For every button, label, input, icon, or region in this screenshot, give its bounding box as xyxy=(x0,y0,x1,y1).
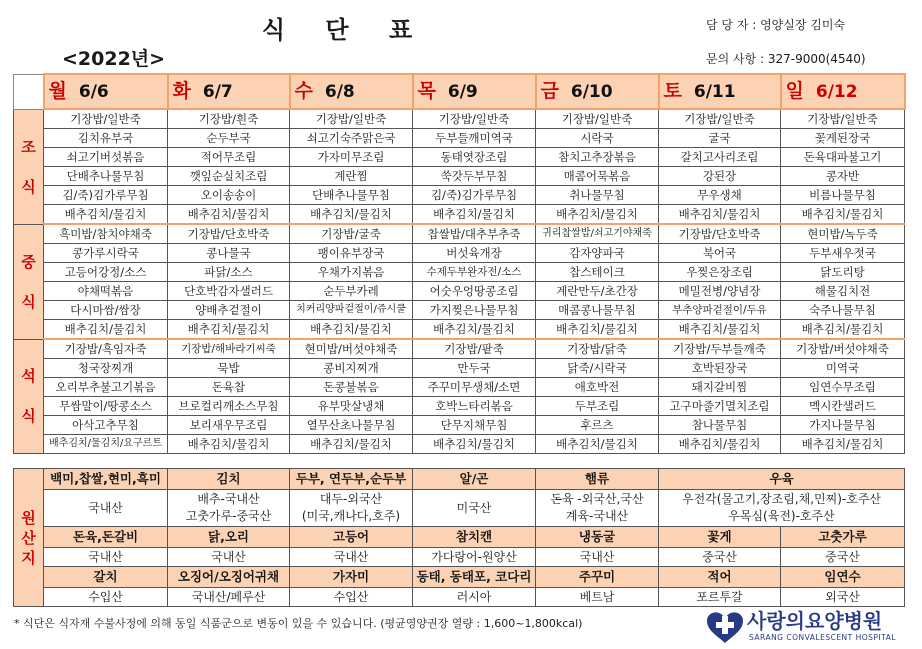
day-name: 화 xyxy=(172,79,191,102)
menu-cell: 기장밥/단호박죽 xyxy=(168,224,290,244)
menu-cell: 가지찢은나물무침 xyxy=(413,301,536,320)
menu-cell: 야채떡볶음 xyxy=(44,282,168,301)
origin-item: 햄류 xyxy=(536,469,659,490)
menu-cell: 돼지갈비찜 xyxy=(659,378,781,397)
menu-cell: 기장밥/일반죽 xyxy=(290,109,413,129)
menu-cell: 미역국 xyxy=(781,359,905,378)
origin-item: 고등어 xyxy=(290,527,413,548)
menu-cell: 배추김치/물김치 xyxy=(413,435,536,454)
origin-item: 적어 xyxy=(659,567,781,588)
origin-value: 포르투갈 xyxy=(659,588,781,607)
menu-cell: 갈치고사리조림 xyxy=(659,148,781,167)
menu-cell: 청국장찌개 xyxy=(44,359,168,378)
menu-cell: 참치고추장볶음 xyxy=(536,148,659,167)
menu-cell: 배추김치/물김치 xyxy=(168,205,290,225)
menu-cell: 파닭/소스 xyxy=(168,263,290,282)
day-date: 6/8 xyxy=(324,81,355,102)
menu-cell: 취나물무침 xyxy=(536,186,659,205)
menu-cell: 배추김치/물김치/요구르트 xyxy=(44,435,168,454)
menu-cell: 닭도리탕 xyxy=(781,263,905,282)
origin-value: 국내산 xyxy=(168,548,290,567)
menu-cell: 무쌈말이/땅콩소스 xyxy=(44,397,168,416)
menu-cell: 애호박전 xyxy=(536,378,659,397)
origin-item: 두부, 연두부,순두부 xyxy=(290,469,413,490)
hospital-name: 사랑의요양병원 xyxy=(747,609,883,633)
menu-cell: 배추김치/물김치 xyxy=(290,205,413,225)
day-name: 일 xyxy=(785,79,804,102)
menu-cell: 계란만두/초간장 xyxy=(536,282,659,301)
menu-cell: 단무지채무침 xyxy=(413,416,536,435)
menu-cell: 기장밥/버섯야채죽 xyxy=(781,339,905,359)
menu-cell: 배추김치/물김치 xyxy=(536,435,659,454)
menu-cell: 콩비지찌개 xyxy=(290,359,413,378)
menu-cell: 닭죽/시락국 xyxy=(536,359,659,378)
menu-cell: 기장밥/단호박죽 xyxy=(659,224,781,244)
menu-cell: 배추김치/물김치 xyxy=(659,320,781,340)
menu-cell: 수제두부완자전/소스 xyxy=(413,263,536,282)
day-header-cell xyxy=(659,74,781,109)
menu-cell: 치커리양파겉절이/쥬시쿨 xyxy=(290,301,413,320)
origin-value: 가다랑어-원양산 xyxy=(413,548,536,567)
menu-cell: 기장밥/해바라기씨죽 xyxy=(168,339,290,359)
menu-cell: 시락국 xyxy=(536,129,659,148)
day-header-cell xyxy=(536,74,659,109)
menu-cell: 강된장 xyxy=(659,167,781,186)
origin-item: 오징어/오징어귀채 xyxy=(168,567,290,588)
menu-cell: 돈육대파불고기 xyxy=(781,148,905,167)
origin-value: 국내산 xyxy=(44,490,168,527)
menu-cell: 기장밥/흰죽 xyxy=(168,109,290,129)
menu-cell: 콩자반 xyxy=(781,167,905,186)
menu-cell: 해물김치전 xyxy=(781,282,905,301)
footnote: * 식단은 식자재 수불사정에 의해 동일 식품군으로 변동이 있을 수 있습니다. (평균영양권장 열량 : 1,600~1,800kcal) xyxy=(14,617,583,630)
day-header-cell xyxy=(781,74,905,109)
menu-cell: 배추김치/물김치 xyxy=(536,205,659,225)
menu-cell: 단호박감자샐러드 xyxy=(168,282,290,301)
origin-row xyxy=(14,548,905,567)
menu-row xyxy=(14,320,905,340)
menu-cell: 숙주나물무침 xyxy=(781,301,905,320)
menu-cell: 꽃게된장국 xyxy=(781,129,905,148)
menu-row xyxy=(14,244,905,263)
menu-cell: 팽이유부장국 xyxy=(290,244,413,263)
origin-row xyxy=(14,490,905,527)
origin-row xyxy=(14,567,905,588)
menu-cell: 매콤콩나물무침 xyxy=(536,301,659,320)
origin-value: 러시아 xyxy=(413,588,536,607)
menu-cell: 오리부추불고기볶음 xyxy=(44,378,168,397)
menu-cell: 김/죽)김가루무침 xyxy=(413,186,536,205)
origin-value: 외국산 xyxy=(781,588,905,607)
menu-cell: 메밀전병/양념장 xyxy=(659,282,781,301)
day-header-cell xyxy=(44,74,168,109)
menu-cell: 적어무조림 xyxy=(168,148,290,167)
menu-cell: 매콤어묵볶음 xyxy=(536,167,659,186)
menu-cell: 콩가루시락국 xyxy=(44,244,168,263)
menu-cell: 배추김치/물김치 xyxy=(168,435,290,454)
day-name: 금 xyxy=(540,79,559,102)
day-date: 6/11 xyxy=(693,81,736,102)
menu-cell: 버섯육개장 xyxy=(413,244,536,263)
menu-row xyxy=(14,359,905,378)
origin-value: 대두-외국산 (미국,캐나다,호주) xyxy=(290,490,413,527)
menu-row xyxy=(14,109,905,129)
menu-cell: 두부조림 xyxy=(536,397,659,416)
menu-row xyxy=(14,263,905,282)
origin-value: 미국산 xyxy=(413,490,536,527)
menu-cell: 김/죽)김가루무침 xyxy=(44,186,168,205)
origin-value: 국내산 xyxy=(44,548,168,567)
menu-cell: 쇠고기숙주맑은국 xyxy=(290,129,413,148)
menu-cell: 비름나물무침 xyxy=(781,186,905,205)
menu-cell: 김치유부국 xyxy=(44,129,168,148)
menu-cell: 기장밥/일반죽 xyxy=(44,109,168,129)
origin-value: 중국산 xyxy=(781,548,905,567)
origin-item: 가자미 xyxy=(290,567,413,588)
menu-row xyxy=(14,416,905,435)
menu-cell: 기장밥/흑임자죽 xyxy=(44,339,168,359)
origin-item: 닭,오리 xyxy=(168,527,290,548)
contact-info: 문의 사항 : 327-9000(4540) xyxy=(706,52,866,66)
origin-item: 돈육,돈갈비 xyxy=(44,527,168,548)
menu-cell: 기장밥/두부들깨죽 xyxy=(659,339,781,359)
menu-table xyxy=(13,73,906,454)
origin-value: 국내산/페루산 xyxy=(168,588,290,607)
meal-label-lunch: 중 식 xyxy=(14,224,44,339)
menu-cell: 가자미무조림 xyxy=(290,148,413,167)
menu-cell: 다시마쌈/쌈장 xyxy=(44,301,168,320)
meal-label-breakfast: 조 식 xyxy=(14,109,44,224)
day-date: 6/12 xyxy=(815,81,858,102)
menu-cell: 현미밥/녹두죽 xyxy=(781,224,905,244)
origin-item: 임연수 xyxy=(781,567,905,588)
menu-cell: 배추김치/물김치 xyxy=(413,205,536,225)
menu-cell: 두부새우젓국 xyxy=(781,244,905,263)
day-date: 6/9 xyxy=(447,81,478,102)
day-header-cell xyxy=(168,74,290,109)
menu-cell: 쇠고기버섯볶음 xyxy=(44,148,168,167)
menu-cell: 배추김치/물김치 xyxy=(168,320,290,340)
menu-cell: 굴국 xyxy=(659,129,781,148)
menu-cell: 기장밥/닭죽 xyxy=(536,339,659,359)
origin-value: 국내산 xyxy=(290,548,413,567)
menu-cell: 배추김치/물김치 xyxy=(659,205,781,225)
menu-cell: 기장밥/팥죽 xyxy=(413,339,536,359)
menu-cell: 순두부카레 xyxy=(290,282,413,301)
menu-cell: 콩나물국 xyxy=(168,244,290,263)
menu-cell: 찹쌀밥/대추부추죽 xyxy=(413,224,536,244)
menu-row xyxy=(14,378,905,397)
menu-cell: 우찢은장조림 xyxy=(659,263,781,282)
menu-cell: 만두국 xyxy=(413,359,536,378)
origin-value: 중국산 xyxy=(659,548,781,567)
menu-cell: 돈콩불볶음 xyxy=(290,378,413,397)
menu-cell: 찹스테이크 xyxy=(536,263,659,282)
menu-cell: 기장밥/일반죽 xyxy=(659,109,781,129)
menu-cell: 기장밥/굴죽 xyxy=(290,224,413,244)
day-header-row xyxy=(14,74,905,109)
menu-cell: 후르츠 xyxy=(536,416,659,435)
menu-row xyxy=(14,282,905,301)
manager-info: 담 당 자 : 영양실장 김미숙 xyxy=(706,18,846,32)
menu-cell: 배추김치/물김치 xyxy=(290,435,413,454)
menu-cell: 열무산초나물무침 xyxy=(290,416,413,435)
origin-value: 수입산 xyxy=(44,588,168,607)
menu-cell: 단배추나물무침 xyxy=(44,167,168,186)
menu-cell: 부추양파겉절이/두유 xyxy=(659,301,781,320)
menu-row xyxy=(14,435,905,454)
menu-cell: 우채가지볶음 xyxy=(290,263,413,282)
menu-row xyxy=(14,148,905,167)
origin-row xyxy=(14,469,905,490)
menu-cell: 참나물무침 xyxy=(659,416,781,435)
menu-cell: 돈육찹 xyxy=(168,378,290,397)
page-title: 식 단 표 xyxy=(261,16,429,44)
menu-cell: 유부맛살냉채 xyxy=(290,397,413,416)
menu-cell: 브로컬리깨소스무침 xyxy=(168,397,290,416)
origin-item: 주꾸미 xyxy=(536,567,659,588)
day-date: 6/10 xyxy=(570,81,613,102)
origin-item: 백미,찹쌀,현미,흑미 xyxy=(44,469,168,490)
menu-cell: 감자양파국 xyxy=(536,244,659,263)
menu-cell: 두부들깨미역국 xyxy=(413,129,536,148)
menu-cell: 쑥갓두부무침 xyxy=(413,167,536,186)
menu-cell: 순두부국 xyxy=(168,129,290,148)
menu-cell: 고구마줄기멸치조림 xyxy=(659,397,781,416)
menu-row xyxy=(14,301,905,320)
menu-cell: 배추김치/물김치 xyxy=(781,435,905,454)
menu-cell: 무우생채 xyxy=(659,186,781,205)
day-name: 토 xyxy=(663,79,682,102)
day-name: 목 xyxy=(417,79,436,102)
day-name: 수 xyxy=(294,79,313,102)
day-date: 6/7 xyxy=(202,81,233,102)
menu-cell: 호박느타리볶음 xyxy=(413,397,536,416)
origin-item: 참치캔 xyxy=(413,527,536,548)
origin-value: 국내산 xyxy=(536,548,659,567)
menu-cell: 배추김치/물김치 xyxy=(781,205,905,225)
menu-row xyxy=(14,224,905,244)
menu-cell: 고등어강정/소스 xyxy=(44,263,168,282)
menu-cell: 배추김치/물김치 xyxy=(659,435,781,454)
menu-cell: 어숫우엉땅콩조림 xyxy=(413,282,536,301)
origin-item: 알/곤 xyxy=(413,469,536,490)
menu-cell: 기장밥/일반죽 xyxy=(781,109,905,129)
origin-row xyxy=(14,527,905,548)
menu-cell: 묵밥 xyxy=(168,359,290,378)
menu-cell: 배추김치/물김치 xyxy=(44,205,168,225)
menu-cell: 현미밥/버섯야채죽 xyxy=(290,339,413,359)
menu-cell: 오이송송이 xyxy=(168,186,290,205)
menu-cell: 배추김치/물김치 xyxy=(781,320,905,340)
menu-cell: 아삭고추무침 xyxy=(44,416,168,435)
menu-cell: 배추김치/물김치 xyxy=(44,320,168,340)
origin-item: 고춧가루 xyxy=(781,527,905,548)
menu-row xyxy=(14,167,905,186)
menu-cell: 기장밥/일반죽 xyxy=(413,109,536,129)
menu-row xyxy=(14,397,905,416)
menu-cell: 주꾸미무생채/소면 xyxy=(413,378,536,397)
origin-item: 냉동굴 xyxy=(536,527,659,548)
meal-label-dinner: 석 식 xyxy=(14,339,44,454)
origin-value: 우전각(물고기,장조림,채,민찌)-호주산 우목심(육전)-호주산 xyxy=(659,490,905,527)
menu-row xyxy=(14,339,905,359)
origin-value: 돈육 -외국산,국산 계육-국내산 xyxy=(536,490,659,527)
menu-cell: 호박된장국 xyxy=(659,359,781,378)
menu-row xyxy=(14,205,905,225)
corner-cell xyxy=(14,74,44,109)
menu-cell: 깻잎순실치조림 xyxy=(168,167,290,186)
year-label: <2022년> xyxy=(62,48,166,70)
menu-row xyxy=(14,129,905,148)
menu-cell: 동태엿장조림 xyxy=(413,148,536,167)
day-header-cell xyxy=(290,74,413,109)
menu-cell: 양배추겉절이 xyxy=(168,301,290,320)
menu-cell: 멕시칸샐러드 xyxy=(781,397,905,416)
origin-label: 원 산 지 xyxy=(14,469,44,607)
menu-cell: 배추김치/물김치 xyxy=(290,320,413,340)
menu-cell: 배추김치/물김치 xyxy=(536,320,659,340)
menu-cell: 기장밥/일반죽 xyxy=(536,109,659,129)
menu-row xyxy=(14,186,905,205)
menu-cell: 계란찜 xyxy=(290,167,413,186)
menu-cell: 보리새우무조림 xyxy=(168,416,290,435)
origin-item: 우육 xyxy=(659,469,905,490)
day-date: 6/6 xyxy=(78,81,109,102)
menu-cell: 단배추나물무침 xyxy=(290,186,413,205)
origin-item: 갈치 xyxy=(44,567,168,588)
origin-item: 꽃게 xyxy=(659,527,781,548)
origin-item: 김치 xyxy=(168,469,290,490)
origin-value: 베트남 xyxy=(536,588,659,607)
origin-value: 수입산 xyxy=(290,588,413,607)
cross-heart-icon xyxy=(707,612,743,643)
menu-cell: 가지나물무침 xyxy=(781,416,905,435)
origin-item: 동태, 동태포, 코다리 xyxy=(413,567,536,588)
day-name: 월 xyxy=(48,79,67,102)
day-header-cell xyxy=(413,74,536,109)
menu-cell: 귀리찹쌀밥/쇠고기야채죽 xyxy=(536,224,659,244)
origin-table xyxy=(13,468,905,607)
menu-cell: 흑미밥/참치야채죽 xyxy=(44,224,168,244)
origin-value: 배추-국내산 고춧가루-중국산 xyxy=(168,490,290,527)
hospital-name-english: SARANG CONVALESCENT HOSPITAL xyxy=(749,633,896,642)
menu-cell: 배추김치/물김치 xyxy=(413,320,536,340)
menu-cell: 임연수무조림 xyxy=(781,378,905,397)
menu-cell: 북어국 xyxy=(659,244,781,263)
